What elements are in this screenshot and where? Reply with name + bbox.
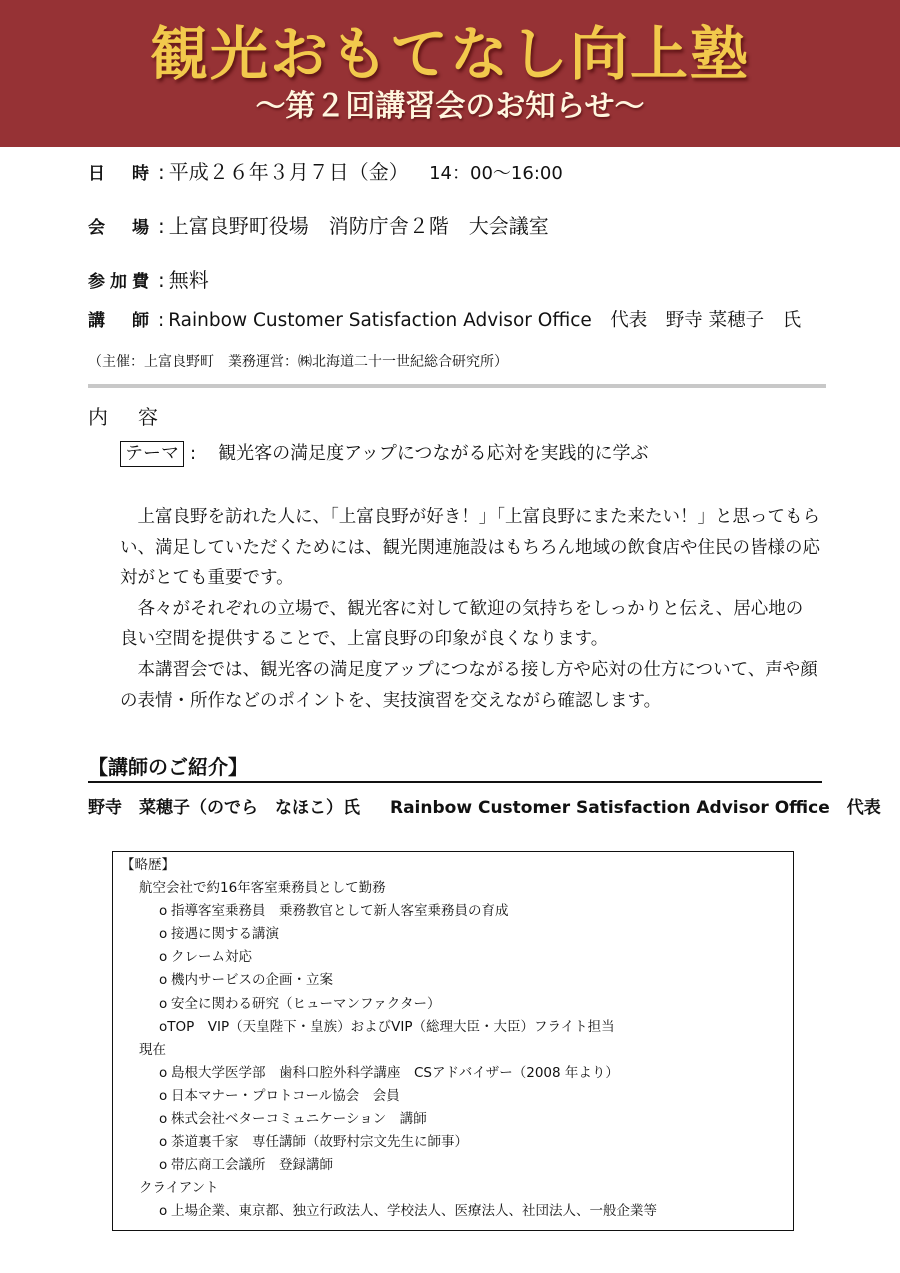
date-row: 日 時 : 平成２６年３月７日（金） 14：00～16:00: [88, 157, 563, 189]
bullet-icon: o: [159, 1134, 168, 1151]
lecturer-row: 講 師 : Rainbow Customer Satisfaction Advisor Office 代表 野寺 菜穂子 氏: [88, 306, 801, 336]
bullet-icon: o: [159, 1157, 168, 1174]
date-value: 平成２６年３月７日（金）: [168, 160, 409, 184]
career-section: 現在: [139, 1041, 166, 1058]
career-section: クライアント: [139, 1180, 219, 1197]
intro-rule: [88, 781, 822, 783]
venue-label: 会 場: [88, 218, 150, 238]
page-subtitle: ～第２回講習会のお知らせ～: [255, 89, 645, 124]
career-item: o 帯広商工会議所 登録講師: [159, 1154, 793, 1177]
bullet-icon: o: [159, 1111, 168, 1128]
career-box: [112, 851, 794, 1231]
bullet-icon: o: [159, 903, 168, 920]
theme-text: 観光客の満足度アップにつながる応対を実践的に学ぶ: [218, 443, 649, 464]
page-title: 観光おもてなし向上塾: [149, 20, 750, 88]
career-item: o 島根大学医学部 歯科口腔外科学講座 CSアドバイザー（2008 年より）: [159, 1062, 793, 1085]
venue-value: 上富良野町役場 消防庁舎２階 大会議室: [168, 214, 549, 238]
career-item: o 指導客室乗務員 乗務教官として新人客室乗務員の育成: [159, 900, 793, 923]
lecturer-label: 講 師: [88, 311, 150, 331]
career-item: o 株式会社ベターコミュニケーション 講師: [159, 1108, 793, 1131]
career-item: o 機内サービスの企画・立案: [159, 969, 793, 992]
career-item: oTOP VIP（天皇陛下・皇族）およびVIP（総理大臣・大臣）フライト担当: [159, 1018, 615, 1035]
intro-heading: 【講師のご紹介】: [88, 755, 248, 779]
lecturer-line: [88, 794, 881, 822]
date-label: 日 時: [88, 164, 150, 184]
career-section: 航空会社で約16年客室乗務員として勤務: [139, 880, 386, 897]
bullet-icon: o: [159, 949, 168, 966]
theme-row: テーマ : 観光客の満足度アップにつながる応対を実践的に学ぶ: [120, 440, 648, 468]
bullet-icon: o: [159, 1203, 168, 1220]
title-banner: [0, 0, 900, 147]
career-item: o クレーム対応: [159, 946, 793, 969]
paragraph: 本講習会では、観光客の満足度アップにつながる接し方や応対の仕方について、声や顔の表情・所作などのポイントを、実技演習を交えながら確認します。: [120, 659, 818, 711]
body-text: [120, 502, 820, 716]
paragraph: 各々がそれぞれの立場で、観光客に対して歓迎の気持ちをしっかりと伝え、居心地の良い空間を提供することで、上富良野の印象が良くなります。: [120, 598, 804, 650]
bullet-icon: o: [159, 972, 168, 989]
fee-value: 無料: [168, 268, 209, 292]
fee-row: 参 加 費 : 無料: [88, 265, 209, 297]
paragraph: 上富良野を訪れた人に、「上富良野が好き！」「上富良野にまた来たい！」と思ってもらい、満足していただくためには、観光関連施設はもちろん地域の飲食店や住民の皆様の応対がとても重要です。: [120, 507, 820, 589]
theme-label: テーマ: [120, 441, 184, 467]
bullet-icon: o: [159, 995, 168, 1012]
career-item: o 日本マナー・プロトコール協会 会員: [159, 1085, 793, 1108]
career-item: o 接遇に関する講演: [159, 923, 793, 946]
career-item: o 上場企業、東京都、独立行政法人、学校法人、医療法人、社団法人、一般企業等: [159, 1200, 793, 1223]
fee-label: 参 加 費: [88, 272, 150, 292]
bullet-icon: o: [159, 1018, 168, 1035]
lecturer-affiliation: Rainbow Customer Satisfaction Advisor Office 代表: [390, 798, 881, 818]
content-heading: 内容: [88, 405, 188, 429]
divider: [88, 384, 826, 388]
time-value: 14：00～16:00: [429, 163, 563, 184]
career-heading: 【略歴】: [121, 857, 175, 873]
career-item: o 安全に関わる研究（ヒューマンファクター）: [159, 993, 793, 1016]
lecturer-name: 野寺 菜穂子（のでら なほこ）氏: [88, 798, 360, 818]
bullet-icon: o: [159, 926, 168, 943]
lecturer-value: Rainbow Customer Satisfaction Advisor Office 代表 野寺 菜穂子 氏: [168, 310, 802, 331]
venue-row: 会 場 : 上富良野町役場 消防庁舎２階 大会議室: [88, 211, 549, 243]
bullet-icon: o: [159, 1087, 168, 1104]
organizer-note: （主催：上富良野町 業務運営：㈱北海道二十一世紀総合研究所）: [88, 354, 508, 370]
career-item: o 茶道裏千家 専任講師（故野村宗文先生に師事）: [159, 1131, 793, 1154]
bullet-icon: o: [159, 1064, 168, 1081]
